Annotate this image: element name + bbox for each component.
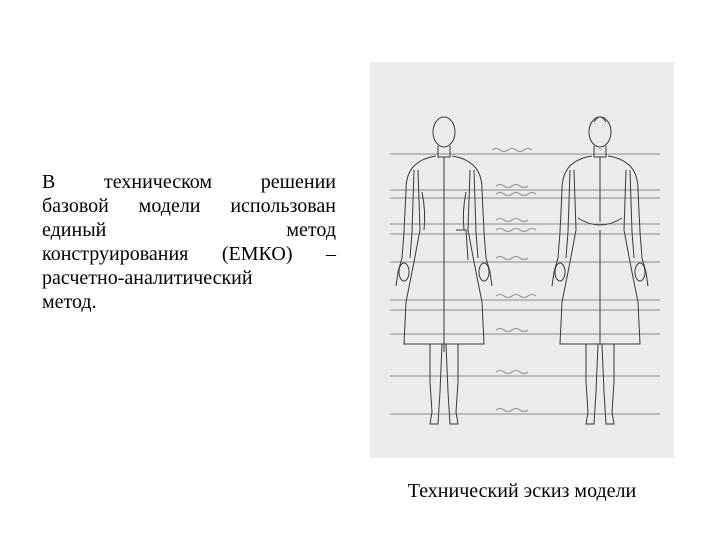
body-text-line: базовой модели использован xyxy=(42,195,336,217)
technical-sketch-drawing xyxy=(370,62,674,458)
body-text-line: расчетно-аналитический xyxy=(42,267,253,289)
body-text-line: единый метод xyxy=(42,219,336,241)
body-text-line: конструирования (ЕМКО) – xyxy=(42,243,336,265)
image-caption: Технический эскиз модели xyxy=(407,480,637,502)
body-text-line: В техническом решении xyxy=(42,171,336,193)
technical-sketch-image xyxy=(370,62,674,458)
body-text xyxy=(42,170,336,314)
body-text-line: метод. xyxy=(42,291,97,313)
